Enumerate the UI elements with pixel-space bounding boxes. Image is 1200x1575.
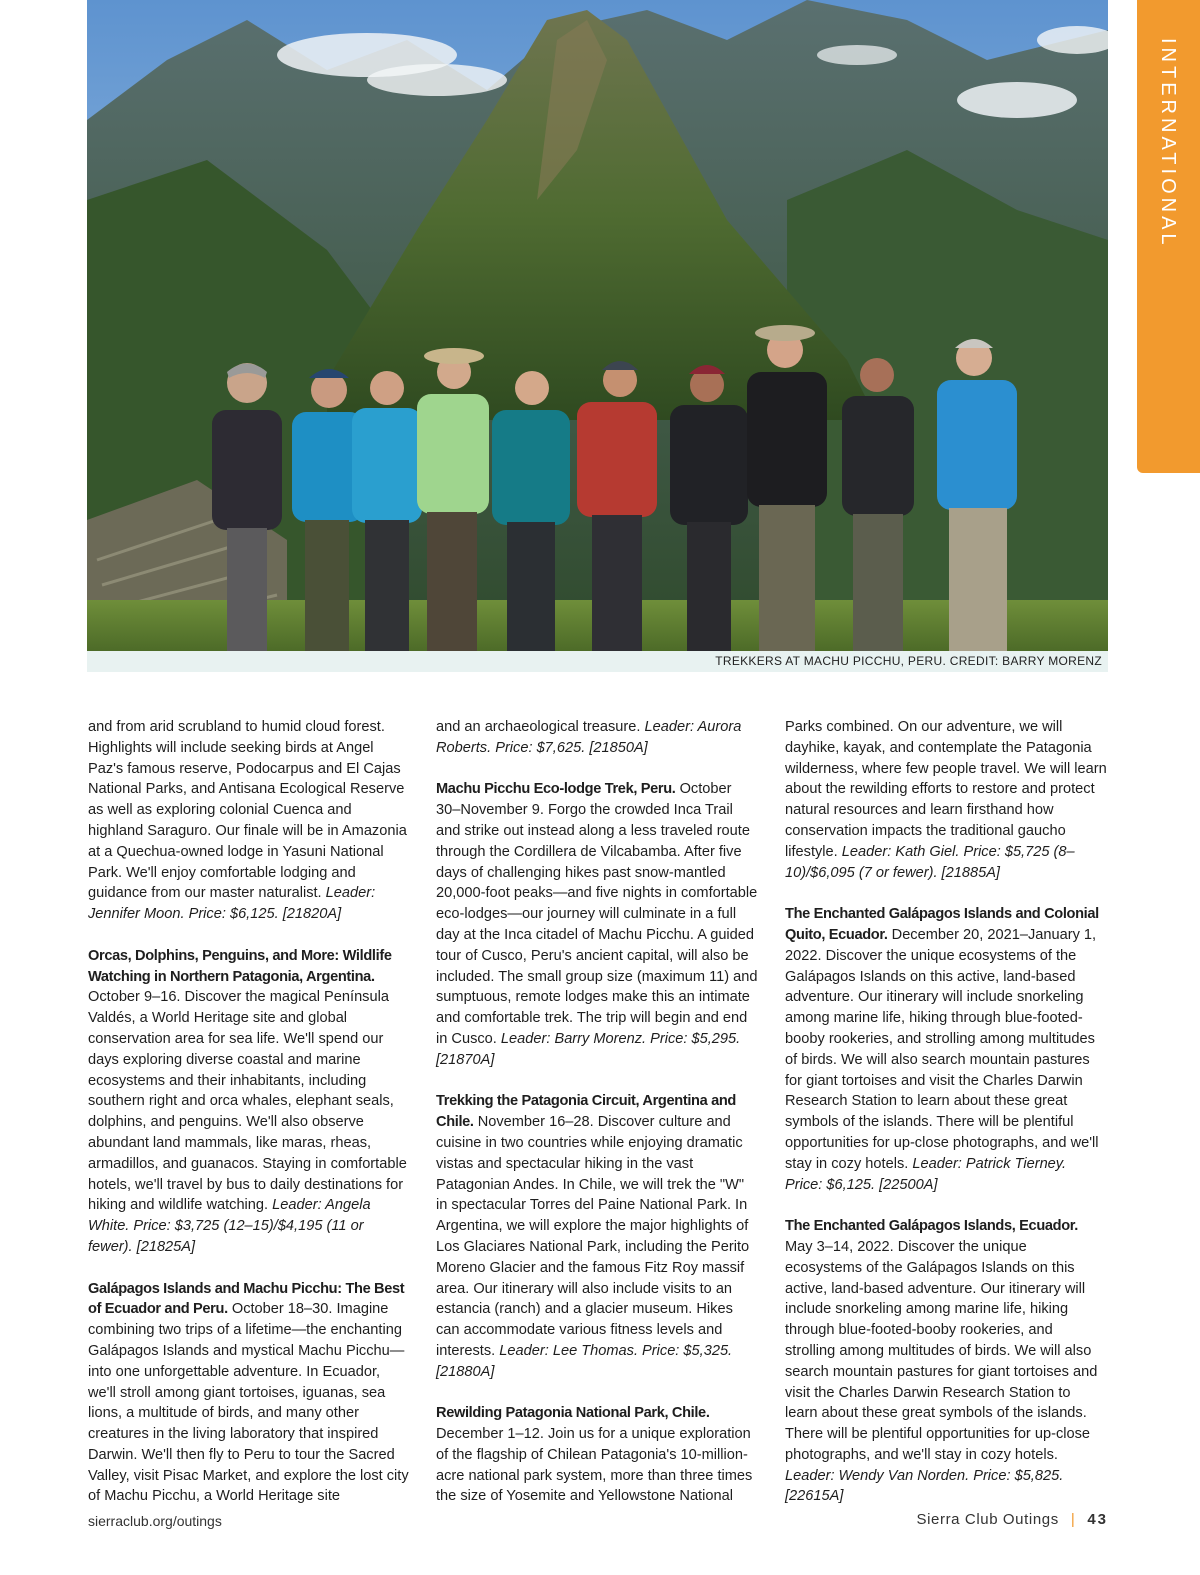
publication-name: Sierra Club Outings <box>916 1511 1059 1528</box>
trip-title: Galápagos Islands and Machu Picchu: The Best of Ecuador and Peru. <box>88 1280 405 1318</box>
trip-title: The Enchanted Galápagos Islands, Ecuador. <box>785 1218 1079 1235</box>
trip-description: and from arid scrubland to humid cloud forest. Highlights will include seeking birds at Angel Paz's famous reserve, Podocarpus and El Cajas National Parks, and Antisana Ecological Reserve as well as exploring colonial Cuenca and highland Saraguro. Our finale will be in Amazonia at a Quechua-owned lodge in Yasuni National Park. We'll enjoy comfortable lodging and guidance from our master naturalist. Leader: Jennifer Moon. Price: $6,125. [21820A] <box>88 719 407 923</box>
trip-description: The Enchanted Galápagos Islands, Ecuador. May 3–14, 2022. Discover the unique ecosystems of the Galápagos Islands on this active, land-based adventure. Our itinerary will include snorkeling among marine life, hiking through blue-footed-booby rookeries, and strolling among multitudes of birds. We will also search mountain pastures for giant tortoises and visit the Charles Darwin Research Station to learn about these great symbols of the islands. There will be plentiful opportunities for up-close photographs, and we'll stay in cozy hotels. Leader: Wendy Van Norden. Price: $5,825. [22615A] <box>785 1218 1098 1505</box>
trip-title: Rewilding Patagonia National Park, Chile. <box>436 1405 710 1422</box>
trip-description: Galápagos Islands and Machu Picchu: The Best of Ecuador and Peru. October 18–30. Imagine combining two trips of a lifetime—the enchanting Galápagos Islands and mystical Machu Picchu—into one unforgettable adventure. In Ecuador, we'll stroll among giant tortoises, iguanas, sea lions, a multitude of birds, and many other creatures in the living laboratory that inspired Darwin. We'll then fly to Peru to tour the Sacred Valley, visit Pisac Market, and explore the lost city of Machu Picchu, a World Heritage site <box>88 1280 409 1505</box>
text-column-1 <box>88 717 410 1528</box>
trip-title: Trekking the Patagonia Circuit, Argentina and Chile. <box>436 1093 736 1131</box>
trip-title: The Enchanted Galápagos Islands and Colonial Quito, Ecuador. <box>785 906 1099 943</box>
photo-caption: TREKKERS AT MACHU PICCHU, PERU. CREDIT: BARRY MORENZ <box>87 651 1108 672</box>
trip-leader-price: Leader: Lee Thomas. Price: $5,325. [21880A] <box>436 1342 733 1380</box>
trip-leader-price: Leader: Patrick Tierney. Price: $6,125. [22500A] <box>785 1155 1067 1193</box>
footer-separator: | <box>1070 1511 1076 1528</box>
section-tab-label: INTERNATIONAL <box>1157 38 1179 249</box>
page-number: 43 <box>1087 1511 1108 1528</box>
footer-publication <box>917 1511 1108 1528</box>
trip-description: Rewilding Patagonia National Park, Chile. December 1–12. Join us for a unique exploration of the flagship of Chilean Patagonia's 10-million-acre national park system, more than three times the size of Yosemite and Yellowstone National <box>436 1405 753 1505</box>
trip-leader-price: Leader: Aurora Roberts. Price: $7,625. [21850A] <box>436 719 742 756</box>
trip-leader-price: Leader: Angela White. Price: $3,725 (12–15)/$4,195 (11 or fewer). [21825A] <box>88 1197 371 1255</box>
section-tab <box>1137 0 1200 473</box>
trip-description: and an archaeological treasure. Leader: Aurora Roberts. Price: $7,625. [21850A] <box>436 719 742 756</box>
hero-photo <box>87 0 1108 651</box>
trip-description: Machu Picchu Eco-lodge Trek, Peru. October 30–November 9. Forgo the crowded Inca Trail and strike out instead along a less traveled route through the Cordillera de Vilcabamba. After five days of challenging hikes past snow-mantled 20,000-foot peaks—and five nights in comfortable eco-lodges—our journey will culminate in a full day at the Inca citadel of Machu Picchu. A guided tour of Cusco, Peru's ancient capital, will also be included. The small group size (maximum 11) and sumptuous, remote lodges make this an intimate and comfortable trek. The trip will begin and end in Cusco. Leader: Barry Morenz. Price: $5,295. [21870A] <box>436 781 758 1068</box>
text-column-2 <box>436 717 758 1528</box>
trip-leader-price: Leader: Barry Morenz. Price: $5,295. [21870A] <box>436 1030 741 1068</box>
trip-leader-price: Leader: Wendy Van Norden. Price: $5,825. [22615A] <box>785 1467 1064 1505</box>
text-column-3 <box>785 717 1107 1528</box>
trip-description: Orcas, Dolphins, Penguins, and More: Wildlife Watching in Northern Patagonia, Argentina. October 9–16. Discover the magical Península Valdés, a World Heritage site and global conservation area for sea life. We'll spend our days exploring diverse coastal and marine ecosystems and their inhabitants, including southern right and orca whales, elephant seals, dolphins, and penguins. We'll also observe abundant land mammals, like maras, rheas, armadillos, and guanacos. Staying in comfortable hotels, we'll travel by bus to daily destinations for hiking and wildlife watching. Leader: Angela White. Price: $3,725 (12–15)/$4,195 (11 or fewer). [21825A] <box>88 947 407 1255</box>
trip-leader-price: Leader: Jennifer Moon. Price: $6,125. [21820A] <box>88 885 376 923</box>
trip-title: Machu Picchu Eco-lodge Trek, Peru. <box>436 781 676 798</box>
trip-description: Trekking the Patagonia Circuit, Argentina and Chile. November 16–28. Discover culture and cuisine in two countries while enjoying dramatic vistas and spectacular hiking in the vast Patagonian Andes. In Chile, we will trek the "W" in spectacular Torres del Paine National Park. In Argentina, we will explore the major highlights of Los Glaciares National Park, including the Perito Moreno Glacier and the famous Fitz Roy massif area. Our itinerary will also include visits to an estancia (ranch) and a glacier museum. Hikes can accommodate various fitness levels and interests. Leader: Lee Thomas. Price: $5,325. [21880A] <box>436 1093 750 1380</box>
trip-description: The Enchanted Galápagos Islands and Colonial Quito, Ecuador. December 20, 2021–January 1, 2022. Discover the unique ecosystems of the Galápagos Islands on this active, land-based adventure. Our itinerary will include snorkeling among marine life, hiking through blue-footed-booby rookeries, and strolling among multitudes of birds. We will also search mountain pastures for giant tortoises and visit the Charles Darwin Research Station to learn about these great symbols of the islands. There will be plentiful opportunities for up-close photographs, and we'll stay in cozy hotels. Leader: Patrick Tierney. Price: $6,125. [22500A] <box>785 906 1099 1193</box>
trip-description: Parks combined. On our adventure, we will dayhike, kayak, and contemplate the Patagonia wilderness, where few people travel. We will learn about the rewilding efforts to restore and protect natural resources and learn firsthand how conservation impacts the traditional gaucho lifestyle. Leader: Kath Giel. Price: $5,725 (8–10)/$6,095 (7 or fewer). [21885A] <box>785 719 1107 881</box>
footer-url[interactable]: sierraclub.org/outings <box>88 1513 222 1529</box>
trip-leader-price: Leader: Kath Giel. Price: $5,725 (8–10)/$6,095 (7 or fewer). [21885A] <box>785 843 1075 881</box>
trip-title: Orcas, Dolphins, Penguins, and More: Wildlife Watching in Northern Patagonia, Argentina. <box>88 947 392 985</box>
